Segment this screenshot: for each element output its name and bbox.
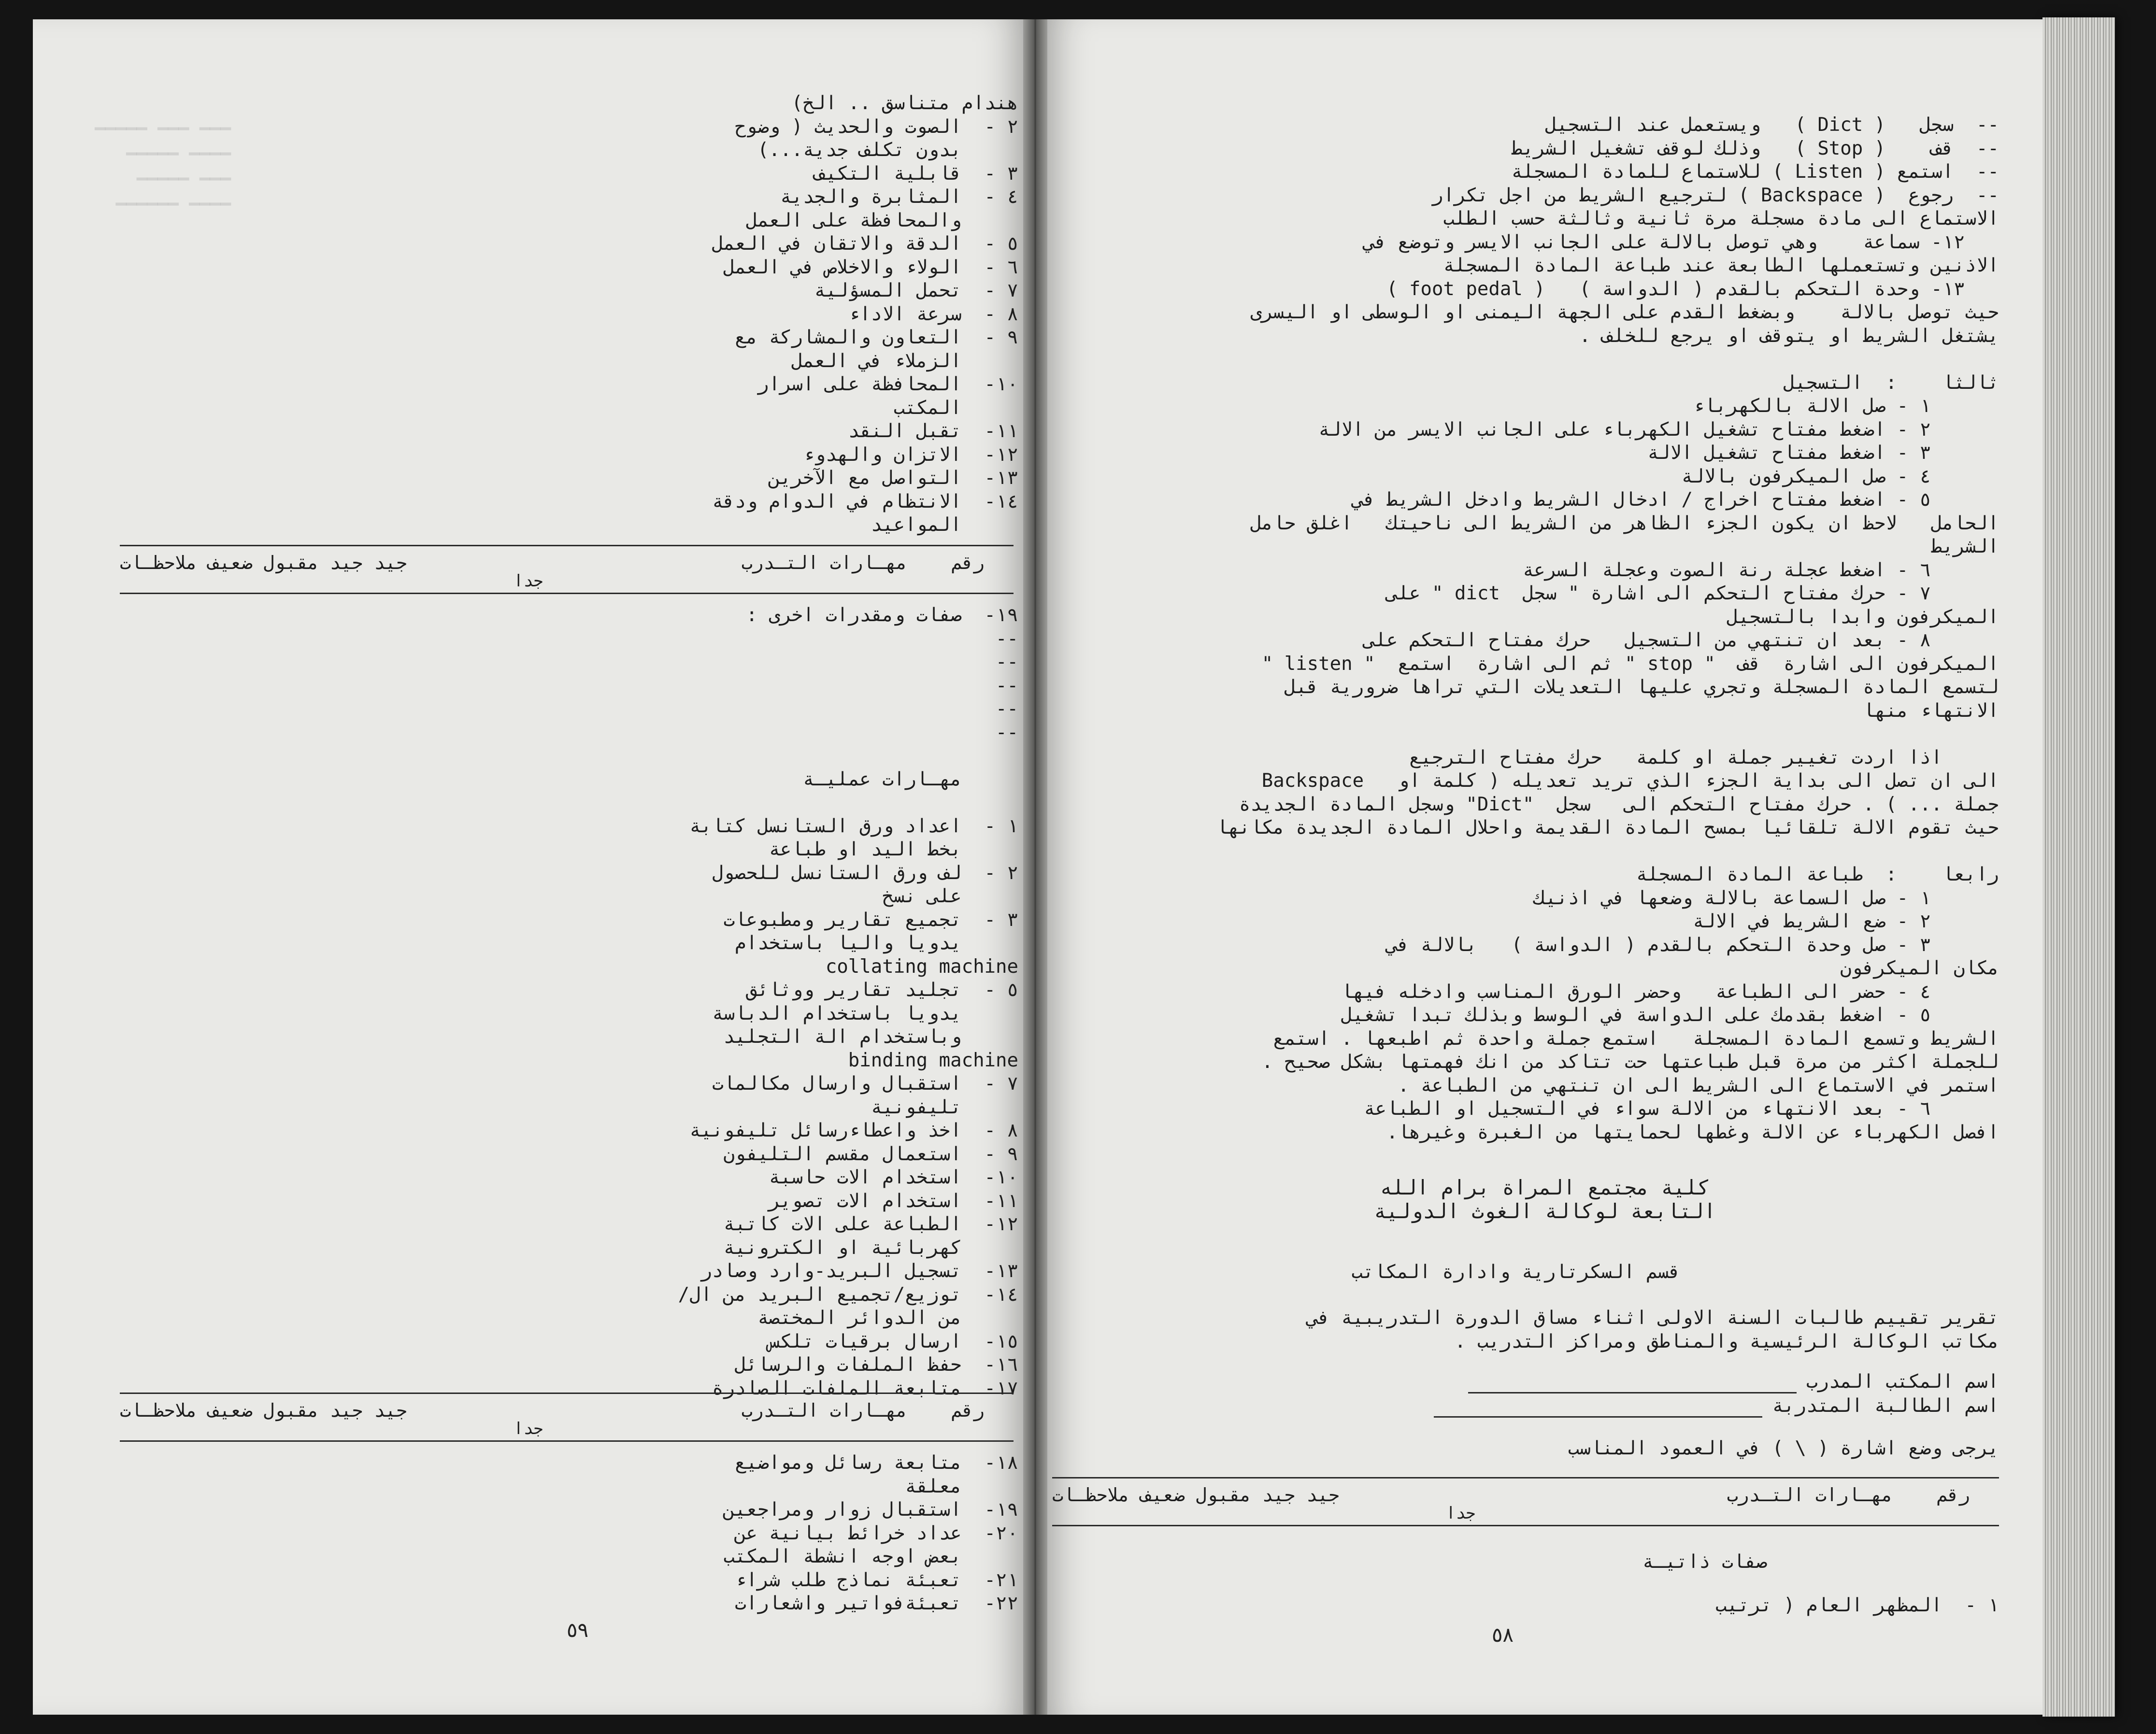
- text-line: ٢ - ضع الشريط في الالة: [1693, 910, 1999, 932]
- text-line: المواعيد: [871, 514, 1018, 536]
- text-line: بعض اوجه انشطة المكتب: [723, 1546, 1018, 1567]
- text-line: --: [939, 674, 1018, 696]
- text-line: الشريط وتسمع المادة المسجلة استمع جملة واحدة ثم اطبعها . استمع: [1273, 1027, 1999, 1050]
- text-line: ١٦- حفظ الملفات والرسائل: [734, 1354, 1018, 1376]
- text-line: [1047, 723, 1999, 746]
- text-line: ١٨- متابعة رسائل ومواضيع: [734, 1452, 1018, 1474]
- right-text-block-top: [1047, 114, 1999, 1144]
- table-rule: [120, 1393, 1014, 1394]
- text-line: -- قف ( Stop ) وذلك لوقف تشغيل الشريط: [1511, 137, 1999, 159]
- text-line: ١٢- الطباعة على الات كاتبة: [723, 1213, 1018, 1235]
- text-line: والمحافظة على العمل: [746, 209, 1018, 231]
- header-skill-label: رقم مهـارات التـدرب: [741, 552, 985, 573]
- left-text-block-bottom: [71, 1451, 1018, 1616]
- text-line: -- سجل ( Dict ) ويستعمل عند التسجيل: [1545, 114, 1999, 136]
- bleed-through: ━━━ ━━━ ━━━━━ ━━━━ ━━━━━ ━━━ ━━━━━ ━━━━ ━━━━━━: [95, 119, 231, 214]
- header-skill-label: رقم مهـارات التـدرب: [1727, 1484, 1970, 1506]
- text-line: binding machine: [791, 1049, 1018, 1071]
- instruction-text: يرجى وضع اشارة ( \ ) في العمود المناسب: [1568, 1437, 1999, 1459]
- text-line: ١٣- التواصل مع الآخرين: [769, 467, 1018, 489]
- trainee-name-label: اسم الطالبة المتدربة: [1772, 1394, 1999, 1417]
- report-line: تقرير تقييم طالبات السنة الاولى اثناء مساق الدورة التدريبية في: [1307, 1307, 1999, 1329]
- text-line: ٤ - المثابرة والجدية: [780, 186, 1018, 208]
- text-line: ١ - صل الالة بالكهرباء: [1693, 395, 1999, 417]
- table-rule: [120, 593, 1014, 594]
- section-title: صفات ذاتيـة: [1642, 1551, 1767, 1573]
- trainee-name-field[interactable]: [1434, 1402, 1762, 1418]
- text-line: هندام متناسق .. الخ): [791, 92, 1018, 114]
- instruction-block: [1047, 1437, 1999, 1461]
- text-line: --: [939, 721, 1018, 743]
- text-line: ١٧- متابعة الملفات الصادرة: [712, 1377, 1018, 1399]
- text-line: الحامل لاحظ ان يكون الجزء الظاهر من الشريط الى ناحيتك اغلق حامل: [1250, 512, 1999, 534]
- text-line: ٥ - تجليد تقارير ووثائق: [746, 979, 1018, 1001]
- text-line: افصل الكهرباء عن الالة وغطها لحمايتها من الغبرة وغيرها.: [1386, 1121, 1999, 1143]
- left-text-block-mid: [71, 604, 1018, 1400]
- text-line: رابعا : طباعة المادة المسجلة: [1636, 864, 1999, 885]
- text-line: ١٢- الاتزان والهدوء: [802, 443, 1018, 466]
- text-line: على نسخ: [882, 885, 1018, 907]
- text-line: [71, 791, 1018, 815]
- text-line: ١٠- استخدام الات حاسبة: [769, 1166, 1018, 1188]
- text-line: معلقة: [905, 1475, 1018, 1497]
- table-rule: [120, 545, 1014, 546]
- text-line: ثالثا : التسجيل: [1783, 371, 1999, 394]
- left-page: [33, 19, 1023, 1715]
- text-line: ٨ - بعد ان تنتهي من التسجيل حرك مفتاح التحكم على: [1364, 629, 1999, 651]
- text-line: ٣ - تجميع تقارير ومطبوعات: [723, 909, 1018, 931]
- text-line: يدويا باستخدام الدباسة: [712, 1002, 1018, 1024]
- text-line: ٦ - بعد الانتهاء من الالة سواء في التسجيل او الطباعة: [1364, 1098, 1999, 1120]
- text-line: حيث توصل بالالة وبضغط القدم على الجهة اليمنى او الوسطى او اليسرى: [1250, 301, 1999, 323]
- right-table-header: [1052, 1473, 1999, 1531]
- text-line: ٣ - قابلية التكيف: [814, 162, 1018, 185]
- text-line: ٦ - اضغط عجلة رنة الصوت وعجلة السرعة: [1522, 559, 1999, 581]
- text-line: ١٥- ارسال برقيات تلكس: [769, 1330, 1018, 1352]
- text-line: ١١- استخدام الات تصوير: [769, 1190, 1018, 1212]
- page-edges: [2042, 17, 2115, 1717]
- text-line: الاستماع الى مادة مسجلة مرة ثانية وثالثة حسب الطلب: [1443, 208, 1999, 229]
- page-number-left: ٥٩: [567, 1618, 589, 1642]
- text-line: -- رجوع ( Backspace ) لترجيع الشريط من اجل تكرار: [1431, 184, 1999, 206]
- book-gutter: [1023, 19, 1047, 1715]
- text-line: اذا اردت تغيير جملة او كلمة حرك مفتاح الترجيع: [1409, 746, 1999, 768]
- left-table-header-2: [120, 1389, 1014, 1447]
- text-line: [71, 744, 1018, 768]
- text-line: ٣ - اضغط مفتاح تشغيل الالة: [1647, 442, 1999, 464]
- department-heading: [1299, 1261, 1733, 1284]
- text-line: يدويا واليا باستخدام: [735, 932, 1018, 954]
- text-line: Backspace الى ان تصل الى بداية الجزء الذي تريد تعديله ( كلمة او: [1261, 770, 1999, 792]
- text-line: ١٢- سماعة وهي توصل بالالة على الجانب الايسر وتوضع في: [1364, 231, 1999, 253]
- text-line: بخط اليد او طباعة: [769, 839, 1018, 860]
- header-grade-sub: جدا: [514, 1419, 543, 1438]
- left-table-header-1: [120, 541, 1014, 599]
- text-line: ١٩- صفات ومقدرات اخرى :: [746, 604, 1018, 626]
- text-line: ٩ - استعمال مقسم التليفون: [723, 1143, 1018, 1165]
- text-line: جملة ... ) . حرك مفتاح التحكم الى سجل "Dict" وسجل المادة الجديدة: [1239, 793, 1999, 815]
- text-line: ١٣- وحدة التحكم بالقدم ( الدواسة ) ( foot pedal ): [1386, 278, 1999, 300]
- header-grade-label: جيد جيد مقبول ضعيف ملاحظـات: [120, 1400, 407, 1421]
- page-number-right: ٥٨: [1492, 1623, 1514, 1647]
- text-line: لتسمع المادة المسجلة وتجري عليها التعديلات التي تراها ضرورية قبل: [1284, 676, 1999, 698]
- text-line: الميكرفون وابدا بالتسجيل: [1727, 606, 1999, 628]
- text-line: مهـارات عمليـة: [802, 768, 1018, 790]
- text-line: الاذنين وتستعملها الطابعة عند طباعة المادة المسجلة: [1443, 255, 1999, 276]
- text-line: ٥ - اضغط بقدمك على الدواسة في الوسط وبذلك تبدا تشغيل: [1341, 1004, 1999, 1026]
- text-line: من الدوائر المختصة: [757, 1307, 1018, 1329]
- office-name-label: اسم المكتب المدرب: [1806, 1370, 1999, 1393]
- header-grade-label: جيد جيد مقبول ضعيف ملاحظـات: [120, 552, 407, 573]
- table-rule: [1052, 1477, 1999, 1478]
- text-line: ١١- تقبل النقد: [848, 420, 1018, 442]
- text-line: [1047, 840, 1999, 864]
- text-line: ٢٢- تعبئةفواتير واشعارات: [734, 1592, 1018, 1614]
- text-line: مكان الميكرفون: [1840, 957, 1999, 979]
- text-line: ٥ - اضغط مفتاح اخراج / ادخال الشريط وادخل الشريط في: [1352, 489, 1999, 511]
- text-line: ٢ - لف ورق الستانسل للحصول: [712, 862, 1018, 884]
- text-line: collating machine: [769, 955, 1018, 978]
- header-grade-label: جيد جيد مقبول ضعيف ملاحظـات: [1052, 1484, 1340, 1506]
- text-line: ١ - صل السماعة بالالة وضعها في اذنيك: [1534, 887, 1999, 909]
- text-line: ٢ - اضغط مفتاح تشغيل الكهرباء على الجانب الايسر من الالة: [1318, 418, 1999, 441]
- institution-name: كلية مجتمع المراة برام الله: [1380, 1176, 1710, 1199]
- office-name-field[interactable]: [1468, 1378, 1797, 1393]
- text-line: ١٩- استقبال زوار ومراجعين: [723, 1499, 1018, 1521]
- text-line: ٧ - حرك مفتاح التحكم الى اشارة " سجل dict " على: [1386, 583, 1999, 604]
- right-page: [1047, 19, 2042, 1715]
- text-line: ٢٠- عداد خرائط بيانية عن: [734, 1522, 1018, 1544]
- text-line: الانتهاء منها: [1863, 699, 1999, 722]
- text-line: ٥ - الدقة والاتقان في العمل: [712, 233, 1018, 255]
- text-line: المكتب: [893, 397, 1018, 419]
- text-line: ٧ - استقبال وارسال مكالمات: [712, 1073, 1018, 1094]
- text-line: ١٣- تسجيل البريد-وارد وصادر: [700, 1260, 1018, 1282]
- text-line: --: [939, 698, 1018, 720]
- text-line: ٦ - الولاء والاخلاص في العمل: [723, 256, 1018, 278]
- header-skill-label: رقم مهـارات التـدرب: [741, 1400, 985, 1421]
- left-text-block-top: [71, 92, 1018, 537]
- identity-fields: [1226, 1369, 1999, 1418]
- text-line: الزملاء في العمل: [791, 350, 1018, 372]
- text-line: كهربائية او الكترونية: [723, 1237, 1018, 1259]
- table-rule: [1052, 1525, 1999, 1526]
- text-line: ٩ - التعاون والمشاركة مع: [734, 327, 1018, 348]
- text-line: ٢ - الصوت والحديث ( وضوح: [734, 115, 1018, 138]
- text-line: ٣ - صل وحدة التحكم بالقدم ( الدواسة ) بالالة في: [1386, 934, 1999, 956]
- text-line: --: [939, 651, 1018, 673]
- institution-affiliation: التابعة لوكالة الغوث الدولية: [1373, 1199, 1716, 1223]
- text-line: ٨ - سرعة الاداء: [848, 303, 1018, 325]
- text-line: الميكرفون الى اشارة قف " stop " ثم الى اشارة استمع " listen ": [1261, 653, 1999, 675]
- item-line: ١ - المظهر العام ( ترتيب: [1715, 1594, 1999, 1616]
- section-title-block: [1381, 1550, 1767, 1574]
- text-line: ١٠- المحافظة على اسرار: [757, 373, 1018, 395]
- text-line: ١٤- توزيع/تجميع البريد من ال/: [678, 1283, 1018, 1306]
- text-line: ٢١- تعبئة نماذج طلب شراء: [734, 1569, 1018, 1591]
- text-line: بدون تكلف جدية...): [757, 139, 1018, 161]
- college-heading: [1328, 1176, 1762, 1223]
- table-rule: [120, 1440, 1014, 1442]
- header-grade-sub: جدا: [1446, 1504, 1476, 1523]
- text-line: ١٤- الانتظام في الدوام ودقة: [712, 490, 1018, 512]
- text-line: -- استمع ( Listen ) للاستماع للمادة المسجلة: [1511, 161, 1999, 183]
- text-line: وباستخدام الة التجليد: [723, 1026, 1018, 1048]
- text-line: استمر في الاستماع الى الشريط الى ان تنتهي من الطباعة .: [1398, 1074, 1999, 1096]
- text-line: ٧ - تحمل المسؤلية: [814, 280, 1018, 301]
- text-line: حيث تقوم الالة تلقائيا بمسح المادة القديمة واحلال المادة الجديدة مكانها: [1216, 817, 1999, 839]
- text-line: ١ - اعداد ورق الستانسل كتابة: [689, 815, 1018, 837]
- text-line: ٤ - حضر الى الطباعة وحضر الورق المناسب وادخله فيها: [1341, 981, 1999, 1003]
- header-grade-sub: جدا: [514, 571, 543, 591]
- last-line-block: [1047, 1594, 1999, 1618]
- department-name: قسم السكرتارية وادارة المكاتب: [1351, 1261, 1681, 1283]
- text-line: [1047, 348, 1999, 371]
- text-line: ٤ - صل الميكرفون بالالة: [1681, 465, 1999, 487]
- text-line: --: [939, 627, 1018, 650]
- report-line: مكاتب الوكالة الرئيسية والمناطق ومراكز التدريب .: [1454, 1330, 1999, 1352]
- text-line: تليفونية: [871, 1096, 1018, 1118]
- text-line: الشريط: [1931, 536, 1999, 557]
- text-line: يشتغل الشريط او يتوقف او يرجع للخلف .: [1579, 325, 1999, 347]
- text-line: ٨ - اخذ واعطاءرسائل تليفونية: [689, 1120, 1018, 1141]
- report-title: [1047, 1307, 1999, 1353]
- text-line: للجملة اكثر من مرة قبل طباعتها حت تتاكد من انك فهمتها بشكل صحيح .: [1261, 1051, 1999, 1073]
